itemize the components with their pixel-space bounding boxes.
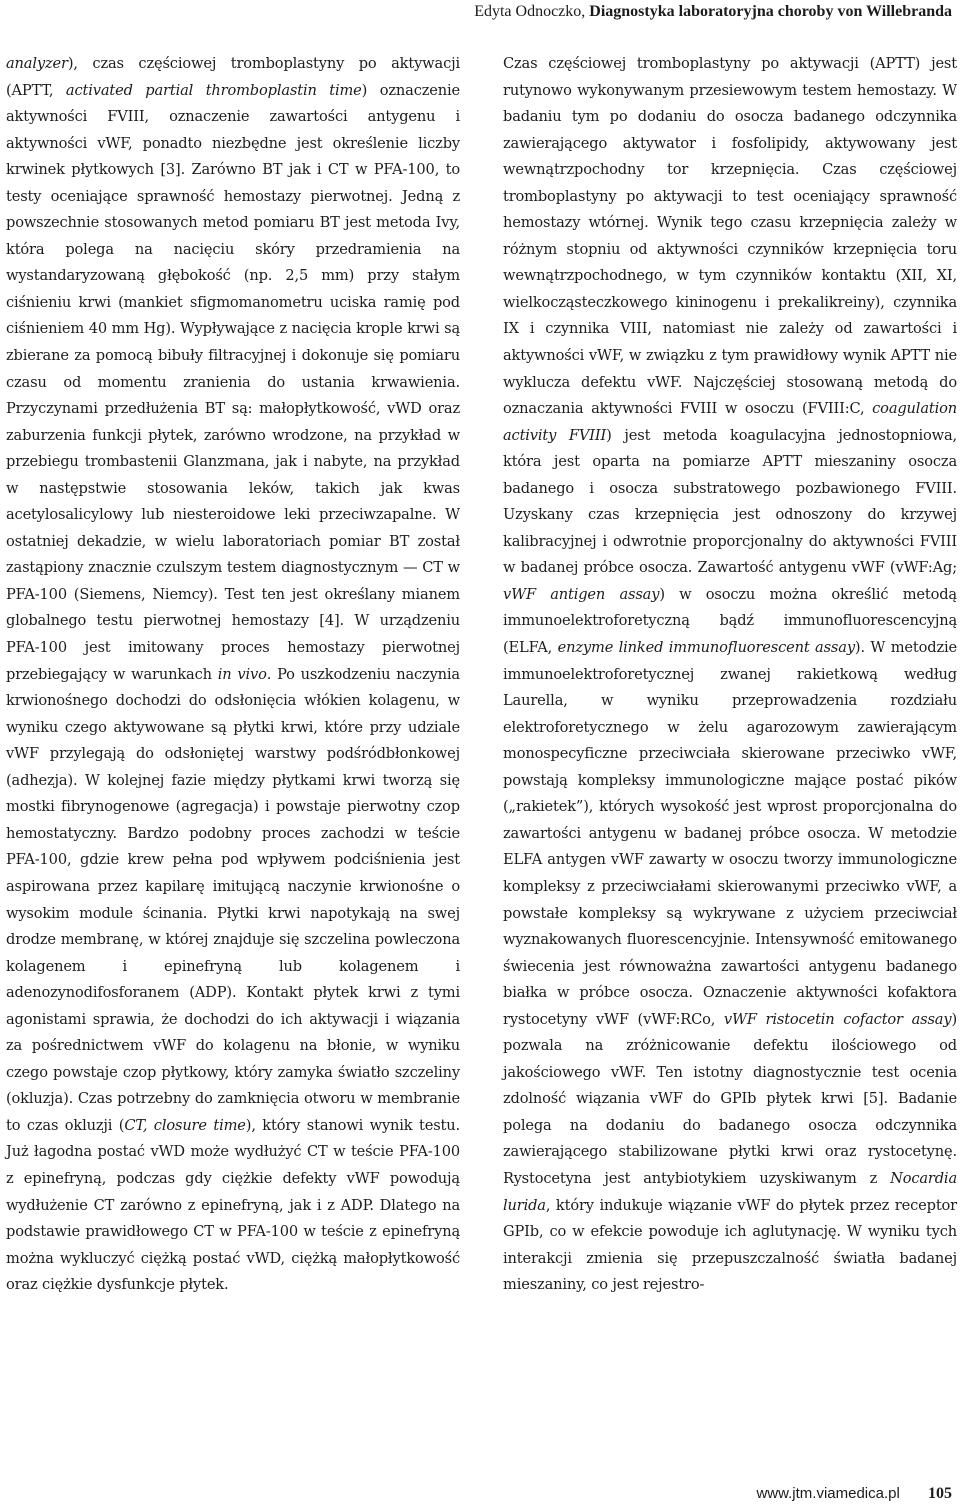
left-text-column bbox=[6, 51, 460, 1299]
right-paragraph bbox=[503, 51, 957, 1299]
text-run: ) jest metoda koagulacyjna jednostopniowa, która jest oparta na pomiarze APTT mieszaniny osocza badanego i osocza substratowego pozbawionego FVIII. Uzyskany czas krzepnięcia jest odnoszony do krzywej kalibracyjnej i odwrotnie proporcjonalny do aktywności FVIII w badanej próbce osocza. Zawartość antygenu vWF (vWF:Ag; bbox=[503, 426, 957, 577]
text-italic: CT, closure time bbox=[124, 1116, 246, 1134]
text-run: , który indukuje wiązanie vWF do płytek przez receptor GPIb, co w efekcie powoduje ich aglutynację. W wyniku tych interakcji zmienia się przepuszczalność światła badanej mieszaniny, co jest rejestro- bbox=[503, 1196, 957, 1294]
text-run: ), czas częściowej tromboplastyny po aktywacji (APTT, bbox=[6, 55, 460, 99]
text-run: ) oznaczenie aktywności FVIII, oznaczenie zawartości antygenu i aktywności vWF, ponadto niezbędne jest określenie liczby krwinek płytkowych [3]. Zarówno BT jak i CT w PFA-100, to testy oceniające sprawność hemostazy pierwotnej. Jedną z powszechnie stosowanych metod pomiaru BT jest metoda Ivy, która polega na nacięciu skóry przedramienia na wystandaryzowaną głębokość (np. 2,5 mm) przy stałym ciśnieniu krwi (mankiet sfigmomanometru uciska ramię pod ciśnieniem 40 mm Hg). Wypływające z nacięcia krople krwi są zbierane za pomocą bibuły filtracyjnej i dokonuje się pomiaru czasu od momentu zranienia do ustania krwawienia. Przyczynami przedłużenia BT są: małopłytkowość, vWD oraz zaburzenia funkcji płytek, zarówno wrodzone, na przykład w przebiegu trombastenii Glanzmana, jak i nabyte, na przykład w następstwie stosowania leków, takich jak kwas acetylosalicylowy lub niesteroidowe leki przeciwzapalne. W ostatniej dekadzie, w wielu laboratoriach pomiar BT został zastąpiony znacznie czulszym testem diagnostycznym — CT w PFA-100 (Siemens, Niemcy). Test ten jest określany mianem globalnego testu pierwotnej hemostazy [4]. W urządzeniu PFA-100 jest imitowany proces hemostazy pierwotnej przebiegający w warunkach bbox=[6, 81, 461, 683]
text-run: . Po uszkodzeniu naczynia krwionośnego dochodzi do odsłonięcia włókien kolagenu, w wyniku czego aktywowane są płytki krwi, które przy udziale vWF przylegają do odsłoniętej warstwy podśródbłonkowej (adhezja). W kolejnej fazie między płytkami krwi tworzą się mostki fibrynogenowe (agregacja) i powstaje pierwotny czop hemostatyczny. Bardzo podobny proces zachodzi w teście PFA-100, gdzie krew pełna pod wpływem podciśnienia jest aspirowana przez kapilarę imitującą naczynie krwionośne o wysokim module ścinania. Płytki krwi napotykają na swej drodze membranę, w której znajduje się szczelina powleczona kolagenem i epinefryną lub kolagenem i adenozynodifosforanem (ADP). Kontakt płytek krwi z tymi agonistami sprawia, że dochodzi do ich aktywacji i wiązania za pośrednictwem vWF do kolagenu na błonie, w wyniku czego powstaje czop płytkowy, który zamyka światło szczeliny (okluzja). Czas potrzebny do zamknięcia otworu w membranie to czas okluzji ( bbox=[6, 665, 460, 1134]
text-italic: coagulation activity FVIII bbox=[503, 400, 957, 444]
left-paragraph bbox=[6, 51, 460, 1299]
text-italic: Nocardia lurida bbox=[503, 1169, 957, 1214]
right-text-column bbox=[503, 51, 957, 1299]
text-italic: activated partial thromboplastin time bbox=[65, 81, 362, 99]
text-italic: vWF antigen assay bbox=[503, 585, 660, 603]
text-run: Czas częściowej tromboplastyny po aktywacji (APTT) jest rutynowo wykonywanym przesiewowym testem hemostazy. W badaniu tym po dodaniu do osocza badanego odczynnika zawierającego aktywator i fosfolipidy, aktywowany jest wewnątrzpochodny tor krzepnięcia. Czas częściowej tromboplastyny po aktywacji to test oceniający sprawność hemostazy wtórnej. Wynik tego czasu krzepnięcia zależy w różnym stopniu od aktywności czynników krzepnięcia toru wewnątrzpochodnego, w tym czynników kontaktu (XII, XI, wielkocząsteczkowego kininogenu i prekalikreiny), czynnika IX i czynnika VIII, natomiast nie zależy od zawartości i aktywności vWF, w związku z tym prawidłowy wynik APTT nie wyklucza defektu vWF. Najczęściej stosowaną metodą do oznaczania aktywności FVIII w osoczu (FVIII:C, bbox=[503, 55, 957, 418]
text-italic: vWF ristocetin cofactor assay bbox=[723, 1010, 952, 1028]
journal-url[interactable]: www.jtm.viamedica.pl bbox=[756, 1485, 900, 1502]
header-article-title: Diagnostyka laboratoryjna choroby von Willebranda bbox=[589, 3, 952, 20]
text-run: ). W metodzie immunoelektroforetycznej zwanej rakietkową według Laurella, w wyniku przeprowadzenia rozdziału elektroforetycznego w żelu agarozowym zawierającym monospecyficzne przeciwciała skierowane przeciwko vWF, powstają kompleksy immunologiczne mające postać pików („rakietek”), których wysokość jest wprost proporcjonalna do zawartości antygenu w badanej próbce osocza. W metodzie ELFA antygen vWF zawarty w osoczu tworzy immunologiczne kompleksy z przeciwciałami skierowanymi przeciwko vWF, a powstałe kompleksy są wykrywane z użyciem przeciwciał wyznakowanych fluorescencyjnie. Intensywność emitowanego świecenia jest równoważna zawartości antygenu badanego białka w próbce osocza. Oznaczenie aktywności kofaktora rystocetyny vWF (vWF:RCo, bbox=[503, 639, 957, 1028]
running-header bbox=[474, 0, 952, 24]
text-run: ) w osoczu można określić metodą immunoelektroforetyczną bądź immunofluorescencyjną (ELFA, bbox=[503, 585, 957, 657]
page-number: 105 bbox=[928, 1485, 952, 1502]
text-run: ) pozwala na zróżnicowanie defektu ilościowego od jakościowego vWF. Ten istotny diagnostycznie test ocenia zdolność wiązania vWF do GPIb płytek krwi [5]. Badanie polega na dodaniu do badanego osocza odczynnika zawierającego stabilizowane płytki krwi oraz rystocetynę. Rystocetyna jest antybiotykiem uzyskiwanym z bbox=[503, 1010, 957, 1187]
text-run: ), który stanowi wynik testu. Już łagodna postać vWD może wydłużyć CT w teście PFA-100 z epinefryną, podczas gdy ciężkie defekty vWF powodują wydłużenie CT zarówno z epinefryną, jak i z ADP. Dlatego na podstawie prawidłowego CT w PFA-100 w teście z epinefryną można wykluczyć ciężką postać vWD, ciężką małopłytkowość oraz ciężkie dysfunkcje płytek. bbox=[6, 1116, 460, 1294]
text-italic: enzyme linked immunofluorescent assay bbox=[557, 639, 855, 657]
text-italic: analyzer bbox=[6, 55, 68, 72]
header-authors: Edyta Odnoczko, bbox=[474, 3, 586, 20]
text-italic: in vivo bbox=[217, 665, 267, 683]
page-footer bbox=[756, 1483, 952, 1505]
